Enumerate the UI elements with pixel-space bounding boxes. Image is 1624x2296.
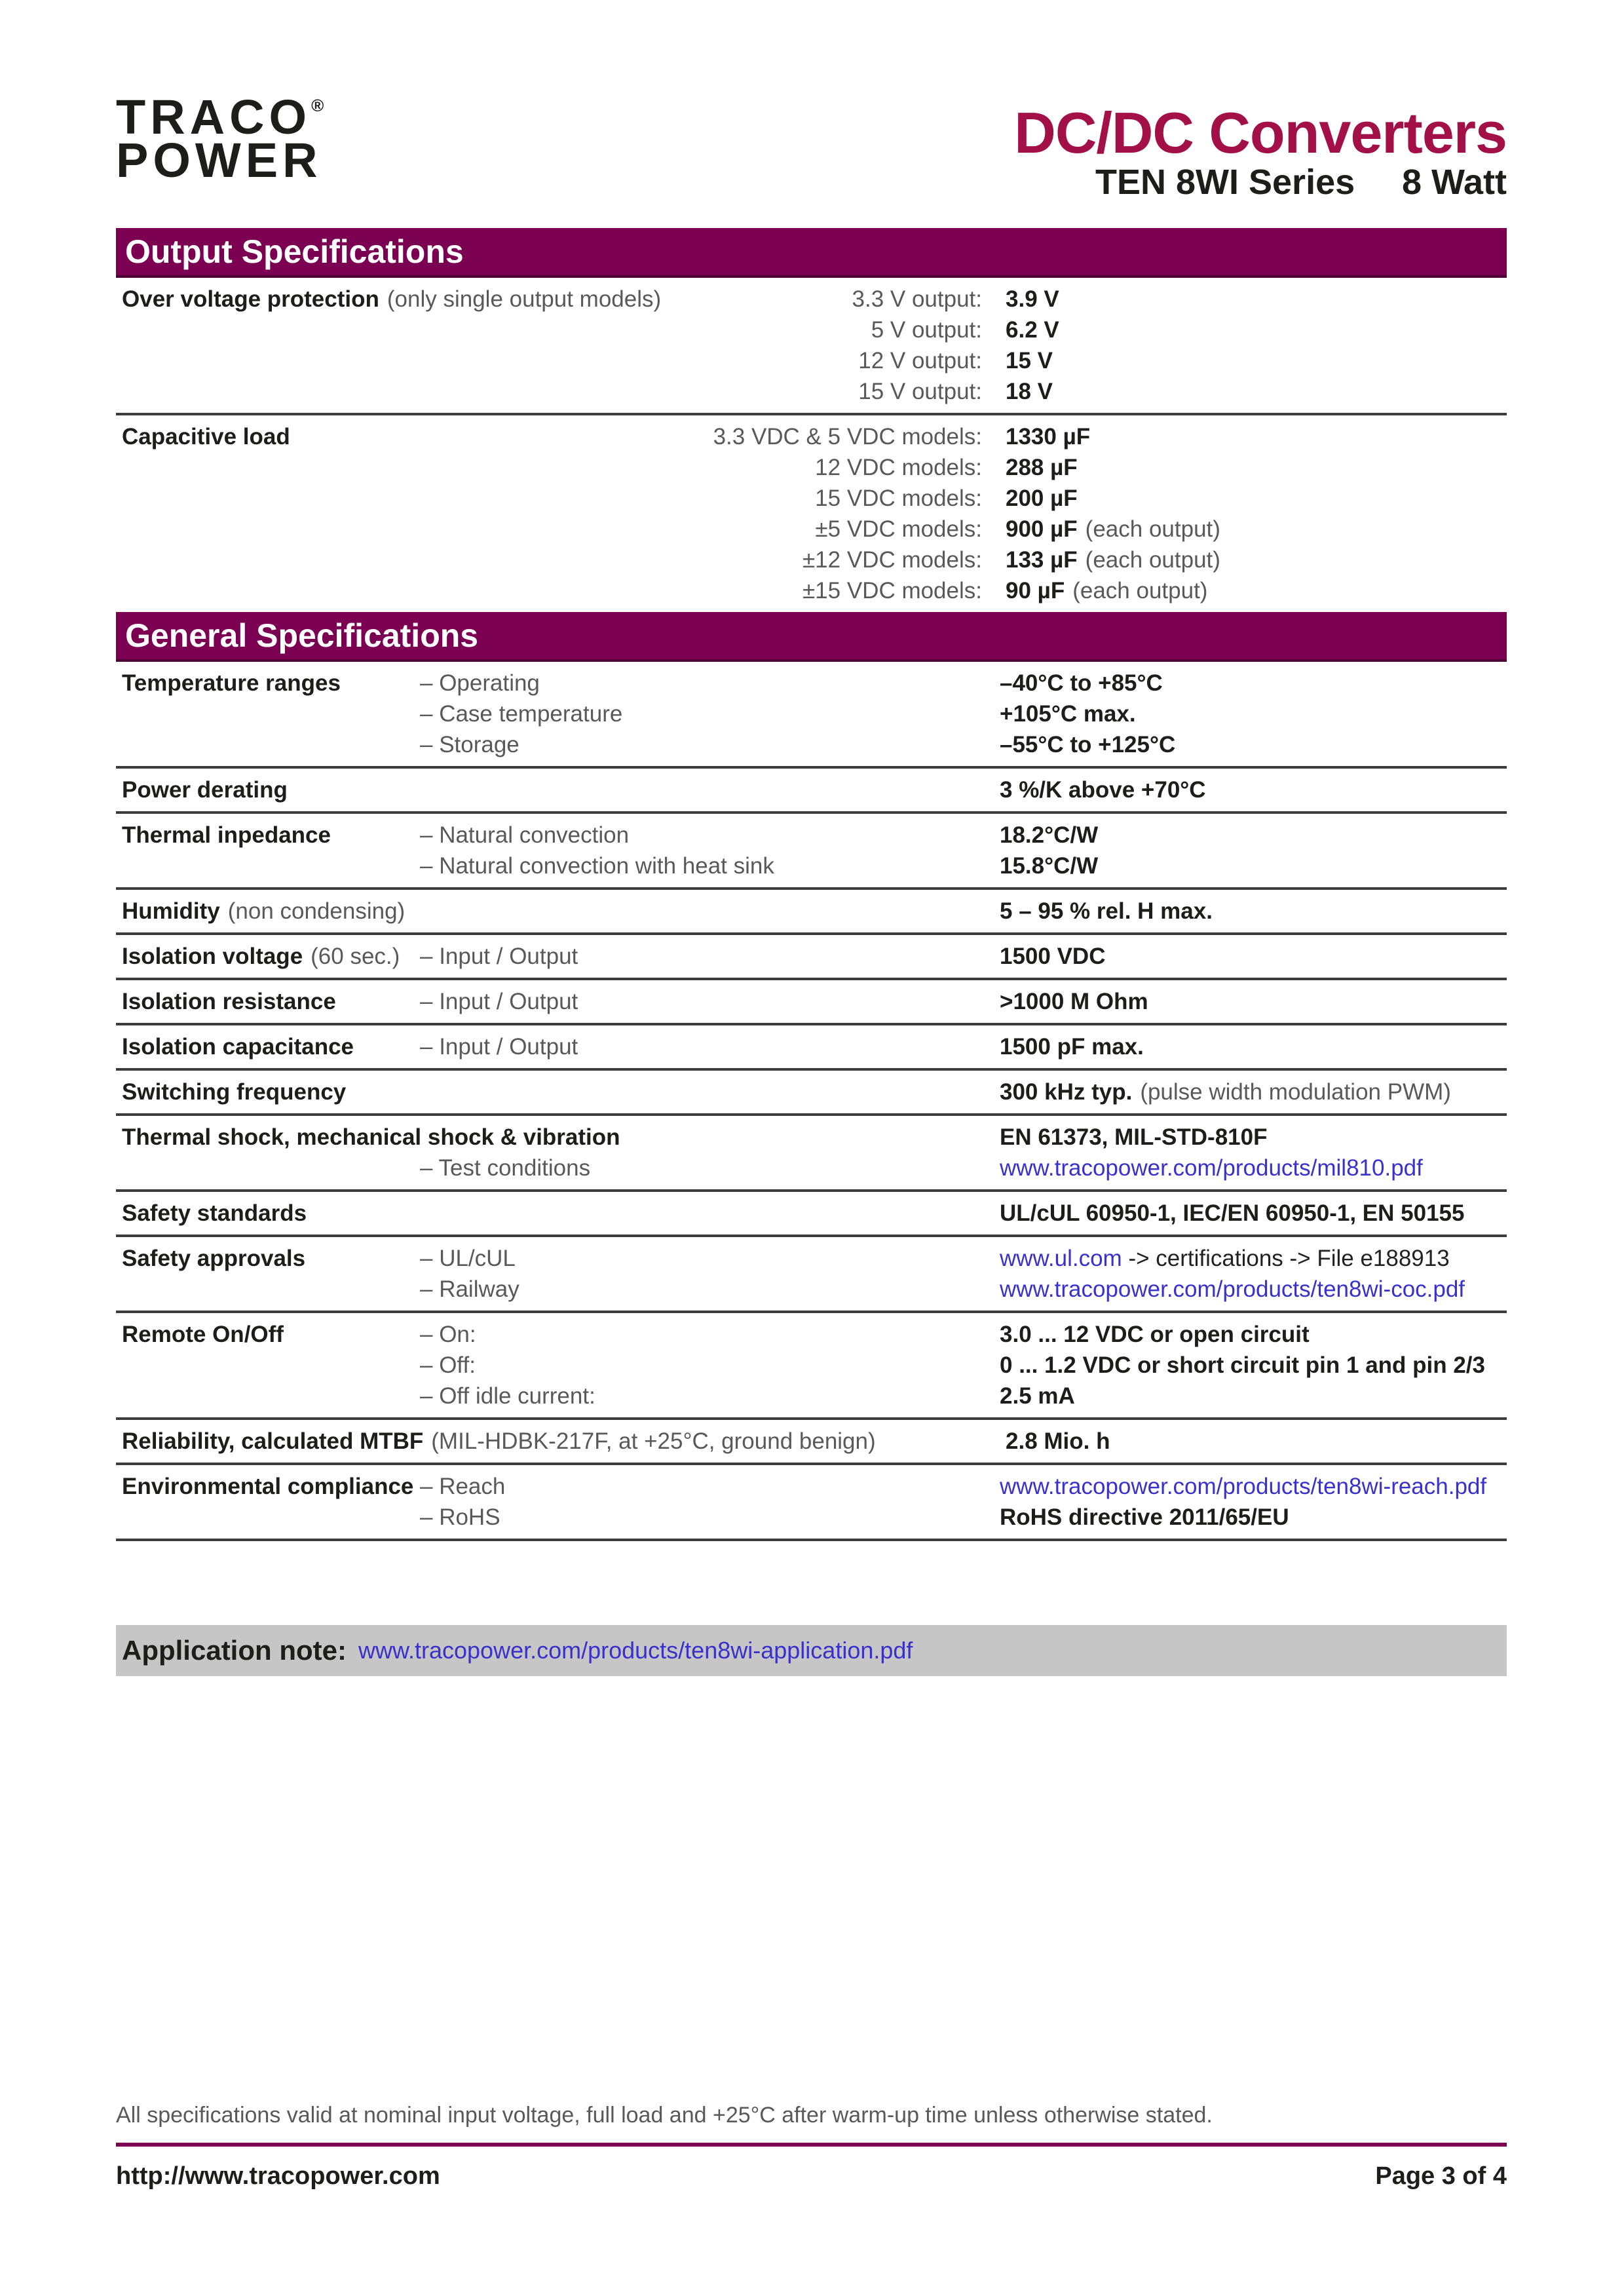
spec-line: 12 V output: 15 V bbox=[858, 348, 1053, 373]
spec-line: – UL/cUL www.ul.com -> certifications -> File e188913 bbox=[420, 1246, 1450, 1271]
spec-label: Reliability, calculated MTBF (MIL-HDBK-217F, at +25°C, ground benign) bbox=[122, 1428, 876, 1454]
spec-line: ±5 VDC models: 900 µF (each output) bbox=[815, 516, 1220, 542]
spec-line: UL/cUL 60950-1, IEC/EN 60950-1, EN 50155 bbox=[1000, 1200, 1465, 1226]
spec-row-safety-standards bbox=[116, 1192, 1507, 1234]
spec-row-power-derating bbox=[116, 769, 1507, 811]
page-footer bbox=[116, 2102, 1507, 2191]
series-name: TEN 8WI Series bbox=[1095, 163, 1355, 202]
spec-row-remote-on-off bbox=[116, 1313, 1507, 1417]
application-note-band bbox=[116, 1625, 1507, 1676]
spec-line: – Test conditions www.tracopower.com/products/mil810.pdf bbox=[420, 1155, 1423, 1181]
spec-label: Remote On/Off bbox=[122, 1322, 284, 1347]
spec-line: – Off: 0 ... 1.2 VDC or short circuit pin 1 and pin 2/3 bbox=[420, 1352, 1485, 1378]
spec-line: – Input / Output 1500 VDC bbox=[420, 944, 1106, 969]
spec-label: Safety approvals bbox=[122, 1246, 306, 1271]
spec-label: Capacitive load bbox=[122, 424, 290, 450]
link-mil810-pdf[interactable]: www.tracopower.com/products/mil810.pdf bbox=[1000, 1155, 1423, 1181]
spec-label: Over voltage protection (only single output models) bbox=[122, 286, 662, 312]
spec-row-switching-frequency bbox=[116, 1071, 1507, 1113]
spec-label: Isolation voltage (60 sec.) bbox=[122, 944, 400, 969]
page-header bbox=[0, 0, 1624, 201]
spec-line: 3.3 VDC & 5 VDC models: 1330 µF bbox=[713, 424, 1091, 450]
spec-label: Switching frequency bbox=[122, 1079, 347, 1105]
spec-label: Thermal shock, mechanical shock & vibration bbox=[122, 1124, 620, 1150]
spec-label: Power derating bbox=[122, 777, 288, 803]
spec-row-humidity bbox=[116, 890, 1507, 932]
spec-line: 5 – 95 % rel. H max. bbox=[1000, 898, 1213, 924]
page-title: DC/DC Converters bbox=[1014, 100, 1507, 165]
link-ten8wi-coc-pdf[interactable]: www.tracopower.com/products/ten8wi-coc.pdf bbox=[1000, 1276, 1465, 1302]
logo-text-traco: TRACO bbox=[116, 90, 312, 144]
wattage: 8 Watt bbox=[1402, 163, 1507, 202]
spec-line: ±12 VDC models: 133 µF (each output) bbox=[802, 547, 1220, 573]
spec-line: 3.3 V output: 3.9 V bbox=[852, 286, 1059, 312]
spec-row-temperature-ranges bbox=[116, 662, 1507, 766]
spec-line: – Reach www.tracopower.com/products/ten8wi-reach.pdf bbox=[420, 1474, 1487, 1499]
traco-power-logo bbox=[116, 84, 324, 187]
spec-label: Humidity (non condensing) bbox=[122, 898, 406, 924]
logo-text-power: POWER bbox=[116, 133, 322, 187]
footer-url[interactable]: http://www.tracopower.com bbox=[116, 2162, 440, 2190]
spec-label: Isolation resistance bbox=[122, 989, 336, 1014]
spec-row-thermal-impedance bbox=[116, 814, 1507, 887]
application-note-label: Application note: bbox=[122, 1635, 347, 1666]
spec-line: 15 VDC models: 200 µF bbox=[815, 486, 1078, 511]
section-title: Output Specifications bbox=[125, 233, 464, 270]
spec-line: – Storage –55°C to +125°C bbox=[420, 732, 1176, 757]
link-ul-com[interactable]: www.ul.com bbox=[1000, 1246, 1122, 1271]
specifications-footnote: All specifications valid at nominal input voltage, full load and +25°C after warm-up time unless otherwise stated. bbox=[116, 2103, 1213, 2128]
spec-label: Environmental compliance bbox=[122, 1474, 414, 1499]
row-divider bbox=[116, 1539, 1507, 1541]
spec-label: Thermal inpedance bbox=[122, 822, 331, 848]
spec-line: 3 %/K above +70°C bbox=[1000, 777, 1206, 803]
spec-row-safety-approvals bbox=[116, 1237, 1507, 1311]
footer-rule bbox=[116, 2143, 1507, 2147]
spec-line: – Natural convection with heat sink 15.8°C/W bbox=[420, 853, 1099, 879]
logo-line-traco bbox=[116, 84, 324, 144]
spec-row-capacitive-load bbox=[116, 415, 1507, 612]
spec-row-isolation-resistance bbox=[116, 980, 1507, 1023]
spec-line: – Natural convection 18.2°C/W bbox=[420, 822, 1099, 848]
spec-line: 300 kHz typ. (pulse width modulation PWM) bbox=[1000, 1079, 1451, 1105]
logo-line-power bbox=[116, 133, 324, 187]
link-ten8wi-reach-pdf[interactable]: www.tracopower.com/products/ten8wi-reach.pdf bbox=[1000, 1474, 1487, 1499]
spec-line: ±15 VDC models: 90 µF (each output) bbox=[802, 578, 1208, 603]
spec-line: 2.8 Mio. h bbox=[1006, 1428, 1110, 1454]
spec-line: – Operating –40°C to +85°C bbox=[420, 670, 1163, 696]
spec-row-isolation-capacitance bbox=[116, 1025, 1507, 1068]
page-subtitle bbox=[1095, 164, 1507, 201]
spec-row-reliability-mtbf bbox=[116, 1420, 1507, 1463]
spec-line: 15 V output: 18 V bbox=[858, 379, 1053, 404]
spec-label: Temperature ranges bbox=[122, 670, 341, 696]
spec-row-over-voltage-protection bbox=[116, 278, 1507, 413]
section-header-output-specifications bbox=[116, 228, 1507, 278]
spec-row-thermal-shock-vibration bbox=[116, 1116, 1507, 1189]
spec-line: – Input / Output 1500 pF max. bbox=[420, 1034, 1144, 1060]
link-ten8wi-application-pdf[interactable]: www.tracopower.com/products/ten8wi-application.pdf bbox=[358, 1637, 913, 1664]
spec-line: – RoHS RoHS directive 2011/65/EU bbox=[420, 1504, 1289, 1530]
content-area bbox=[116, 228, 1507, 1541]
spec-label: Isolation capacitance bbox=[122, 1034, 354, 1060]
spec-line: – Case temperature +105°C max. bbox=[420, 701, 1136, 727]
spec-row-environmental-compliance bbox=[116, 1465, 1507, 1539]
section-title: General Specifications bbox=[125, 617, 479, 654]
title-block bbox=[1014, 100, 1507, 202]
section-header-general-specifications bbox=[116, 612, 1507, 662]
spec-line: 12 VDC models: 288 µF bbox=[815, 455, 1078, 480]
registered-mark: ® bbox=[311, 96, 324, 115]
spec-row-isolation-voltage bbox=[116, 935, 1507, 978]
spec-label: Safety standards bbox=[122, 1200, 307, 1226]
page-number: Page 3 of 4 bbox=[1375, 2162, 1507, 2190]
spec-line: – Railway www.tracopower.com/products/ten8wi-coc.pdf bbox=[420, 1276, 1465, 1302]
spec-line: – On: 3.0 ... 12 VDC or open circuit bbox=[420, 1322, 1310, 1347]
spec-line: 5 V output: 6.2 V bbox=[871, 317, 1059, 343]
spec-line: – Input / Output >1000 M Ohm bbox=[420, 989, 1148, 1014]
spec-line: – Off idle current: 2.5 mA bbox=[420, 1383, 1075, 1409]
spec-line: EN 61373, MIL-STD-810F bbox=[1000, 1124, 1268, 1150]
